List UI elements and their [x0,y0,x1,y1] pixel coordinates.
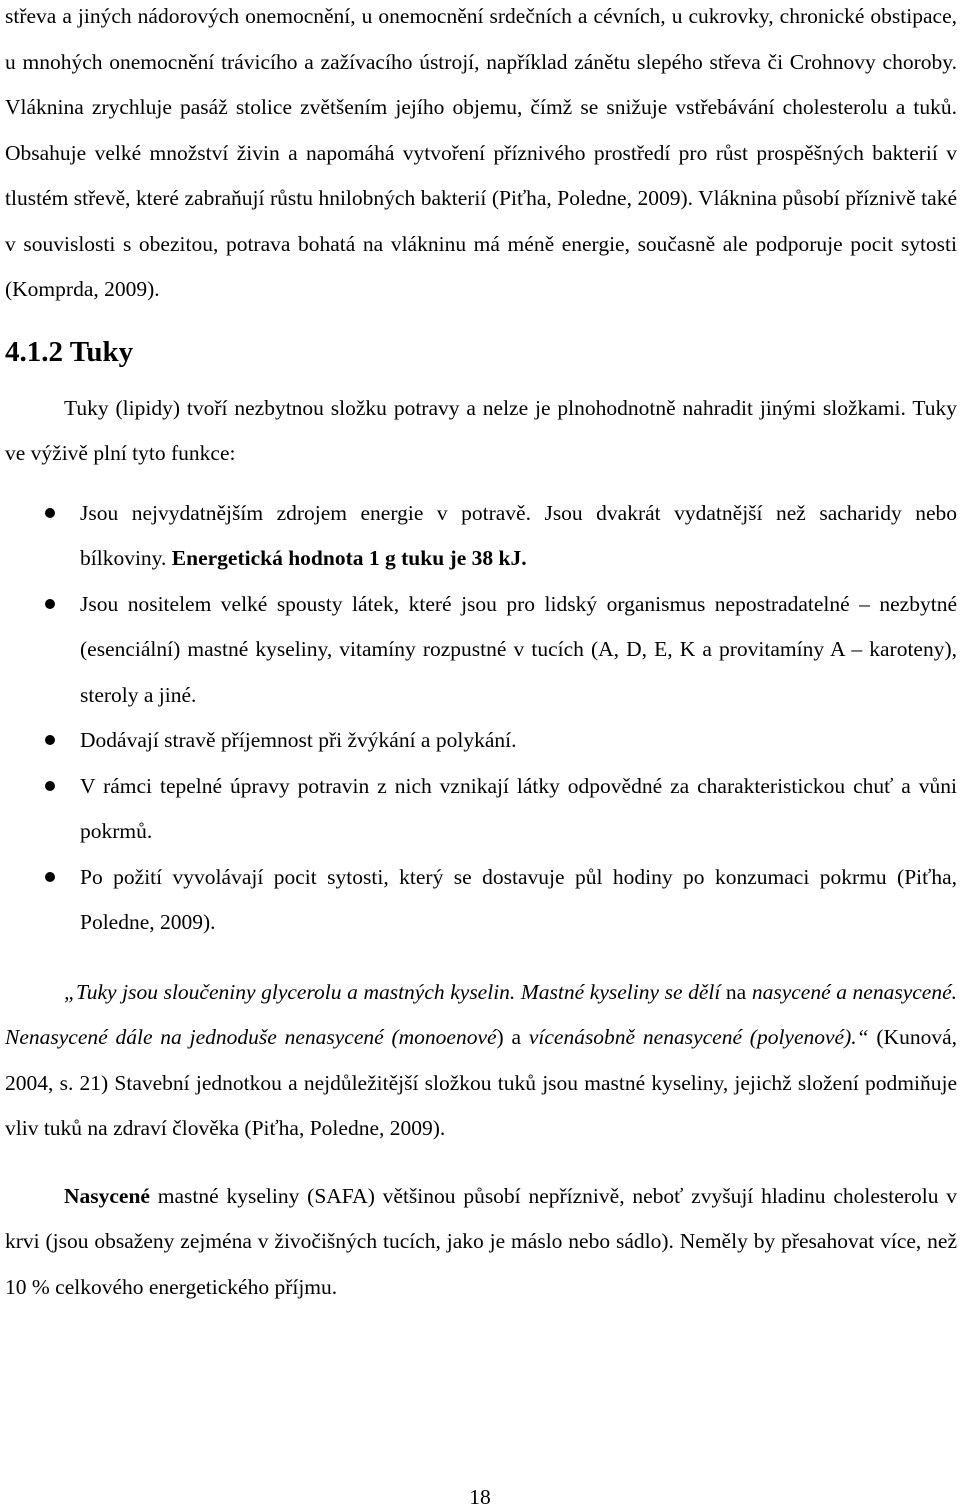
intro-paragraph: střeva a jiných nádorových onemocnění, u onemocnění srdečních a cévních, u cukrovky, chronické obstipace, u mnohých onemocnění trávicího a zažívacího ústrojí, například zánětu slepého střeva či Crohnovy choroby. Vláknina zrychluje pasáž stolice zvětšením jejího objemu, čímž se snižuje vstřebávání cholesterolu a tuků. Obsahuje velké množství živin a napomáhá vytvoření příznivého prostředí pro růst prospěšných bakterií v tlustém střevě, které zabraňují růstu hnilobných bakterií (Piťha, Poledne, 2009). Vláknina působí příznivě také v souvislosti s obezitou, potrava bohatá na vlákninu má méně energie, současně ale podporuje pocit sytosti (Komprda, 2009). [5,4,957,301]
quote-rest: (Kunová, 2004, s. 21) Stavební jednotkou a nejdůležitější složkou tuků jsou mastné kyseliny, jejichž složení podmiňuje vliv tuků na zdraví člověka (Piťha, Poledne, 2009). [5,1025,958,1140]
quote-paragraph [5,970,957,1152]
list-item-text: Jsou nositelem velké spousty látek, které jsou pro lidský organismus nepostradatelné – nezbytné (esenciální) mastné kyseliny, vitamíny rozpustné v tucích (A, D, E, K a provitamíny A – karoteny), steroly a jiné. [80,591,957,707]
page-number: 18 [469,1485,491,1509]
list-item-bold-text: Energetická hodnota 1 g tuku je 38 kJ. [171,546,527,570]
list-item-text: V rámci tepelné úpravy potravin z nich vznikají látky odpovědné za charakteristickou chuť a vůni pokrmů. [80,773,957,843]
bullet-icon [45,508,55,518]
list-item [5,582,957,719]
quote-italic-3: vícenásobně nenasycené (polyenové).“ [528,1025,869,1049]
safa-text: mastné kyseliny (SAFA) většinou působí nepříznivě, neboť zvyšují hladinu cholesterolu v krvi (jsou obsaženy zejména v živočišných tucích, jako je máslo nebo sádlo). Neměly by přesahovat více, než 10 % celkového energetického příjmu. [5,1183,957,1299]
quote-plain-2: ) a [496,1025,529,1049]
list-item [5,764,957,855]
quote-plain-1: na [720,979,752,1004]
bullet-icon [45,872,55,882]
quote-italic-1: „Tuky jsou sloučeniny glycerolu a mastných kyselin. Mastné kyseliny se dělí [64,979,721,1004]
section-heading: 4.1.2 Tuky [5,335,134,368]
list-item [5,855,957,946]
bullet-icon [45,599,55,609]
list-item [5,491,957,582]
spacer [5,1152,957,1174]
list-item-text: Po požití vyvolávají pocit sytosti, který se dostavuje půl hodiny po konzumaci pokrmu (Piťha, Poledne, 2009). [80,864,957,934]
bullet-icon [45,735,55,745]
functions-list [5,491,957,946]
list-item-text: Jsou nejvydatnějším zdrojem energie v potravě. Jsou dvakrát vydatnější než sacharidy nebo bílkoviny. [80,500,957,570]
quote-italic-2: nasycené a nenasycené. Nenasycené dále na jednoduše nenasycené (monoenové [5,979,958,1049]
safa-paragraph [5,1174,957,1311]
document-page [5,0,957,1310]
lead-paragraph: Tuky (lipidy) tvoří nezbytnou složku potravy a nelze je plnohodnotně nahradit jinými složkami. Tuky ve výživě plní tyto funkce: [5,395,957,465]
bullet-icon [45,781,55,791]
spacer [5,946,957,970]
list-item [5,718,957,764]
safa-bold-term: Nasycené [64,1183,150,1208]
list-item-text: Dodávají stravě příjemnost při žvýkání a polykání. [80,728,517,752]
